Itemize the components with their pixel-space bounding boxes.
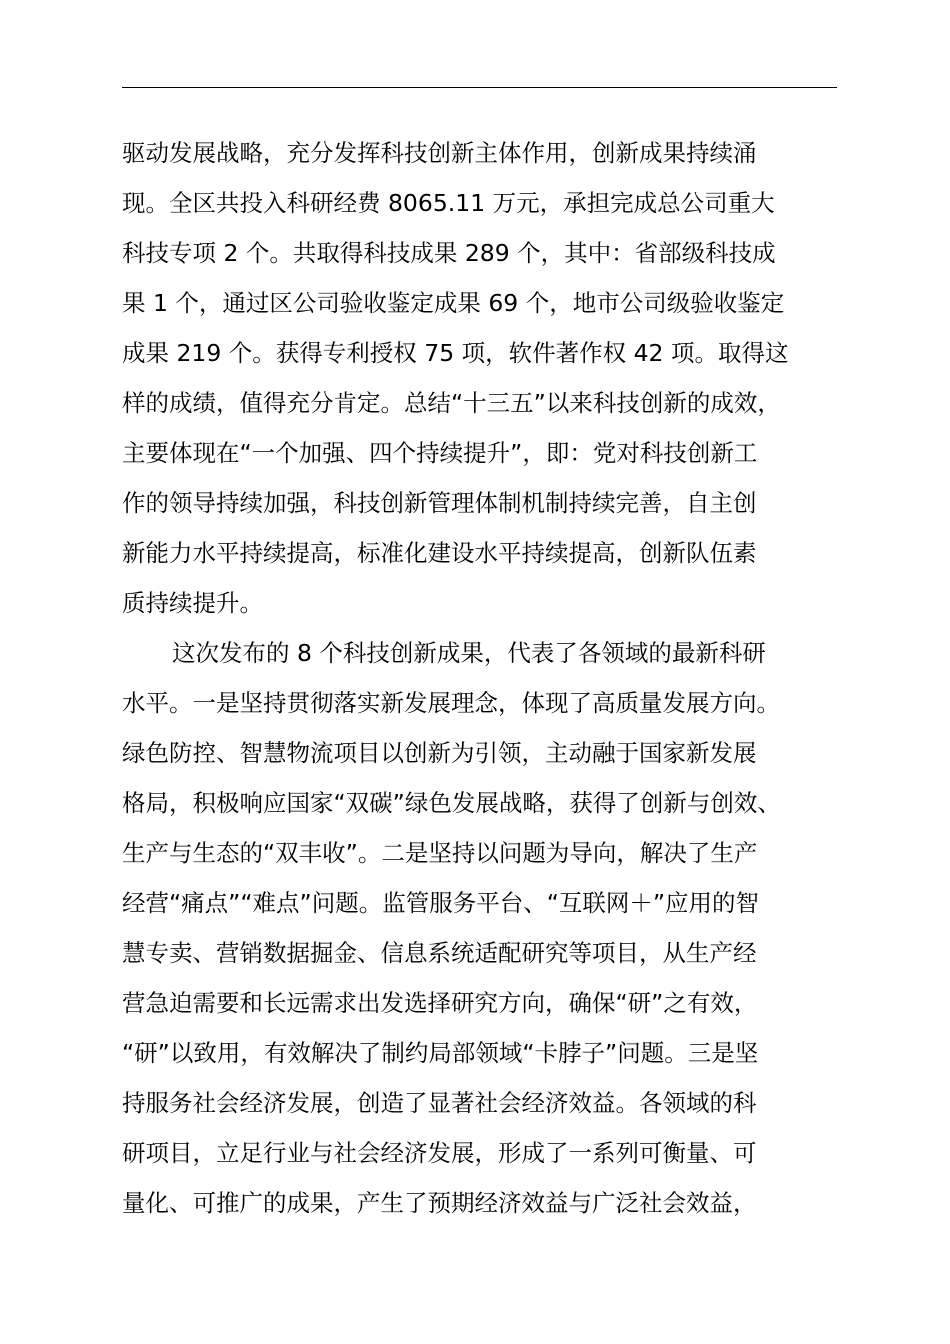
text-line: 营急迫需要和长远需求出发选择研究方向，确保“研”之有效， xyxy=(122,989,758,1017)
text-line: 持服务社会经济发展，创造了显著社会经济效益。各领域的科 xyxy=(122,1089,757,1117)
paragraph-1 xyxy=(122,128,862,628)
text-line: 果 1 个，通过区公司验收鉴定成果 69 个，地市公司级验收鉴定 xyxy=(122,289,785,317)
header-rule xyxy=(122,87,837,88)
text-line: 科技专项 2 个。共取得科技成果 289 个，其中：省部级科技成 xyxy=(122,239,776,267)
document-body xyxy=(122,128,862,1228)
text-line: 驱动发展战略，充分发挥科技创新主体作用，创新成果持续涌 xyxy=(122,139,757,167)
text-line: 这次发布的 8 个科技创新成果，代表了各领域的最新科研 xyxy=(172,639,766,667)
text-line: “研”以致用，有效解决了制约局部领域“卡脖子”问题。三是坚 xyxy=(122,1039,759,1067)
text-line: 研项目，立足行业与社会经济发展，形成了一系列可衡量、可 xyxy=(122,1139,757,1167)
text-line: 慧专卖、营销数据掘金、信息系统适配研究等项目，从生产经 xyxy=(122,939,757,967)
text-line: 样的成绩，值得充分肯定。总结“十三五”以来科技创新的成效， xyxy=(122,389,781,417)
text-line: 绿色防控、智慧物流项目以创新为引领，主动融于国家新发展 xyxy=(122,739,757,767)
text-line: 水平。一是坚持贯彻落实新发展理念，体现了高质量发展方向。 xyxy=(122,689,780,717)
text-line: 现。全区共投入科研经费 8065.11 万元，承担完成总公司重大 xyxy=(122,189,775,217)
text-line: 质持续提升。 xyxy=(122,589,263,617)
text-line: 新能力水平持续提高，标准化建设水平持续提高，创新队伍素 xyxy=(122,539,757,567)
text-line: 作的领导持续加强，科技创新管理体制机制持续完善，自主创 xyxy=(122,489,757,517)
text-line: 主要体现在“一个加强、四个持续提升”，即：党对科技创新工 xyxy=(122,439,758,467)
text-line: 量化、可推广的成果，产生了预期经济效益与广泛社会效益， xyxy=(122,1189,757,1217)
paragraph-2 xyxy=(122,628,862,1228)
text-line: 经营“痛点”“难点”问题。监管服务平台、“互联网＋”应用的智 xyxy=(122,889,760,917)
text-line: 生产与生态的“双丰收”。二是坚持以问题为导向，解决了生产 xyxy=(122,839,758,867)
text-line: 成果 219 个。获得专利授权 75 项，软件著作权 42 项。取得这 xyxy=(122,339,789,367)
text-line: 格局，积极响应国家“双碳”绿色发展战略，获得了创新与创效、 xyxy=(122,789,781,817)
